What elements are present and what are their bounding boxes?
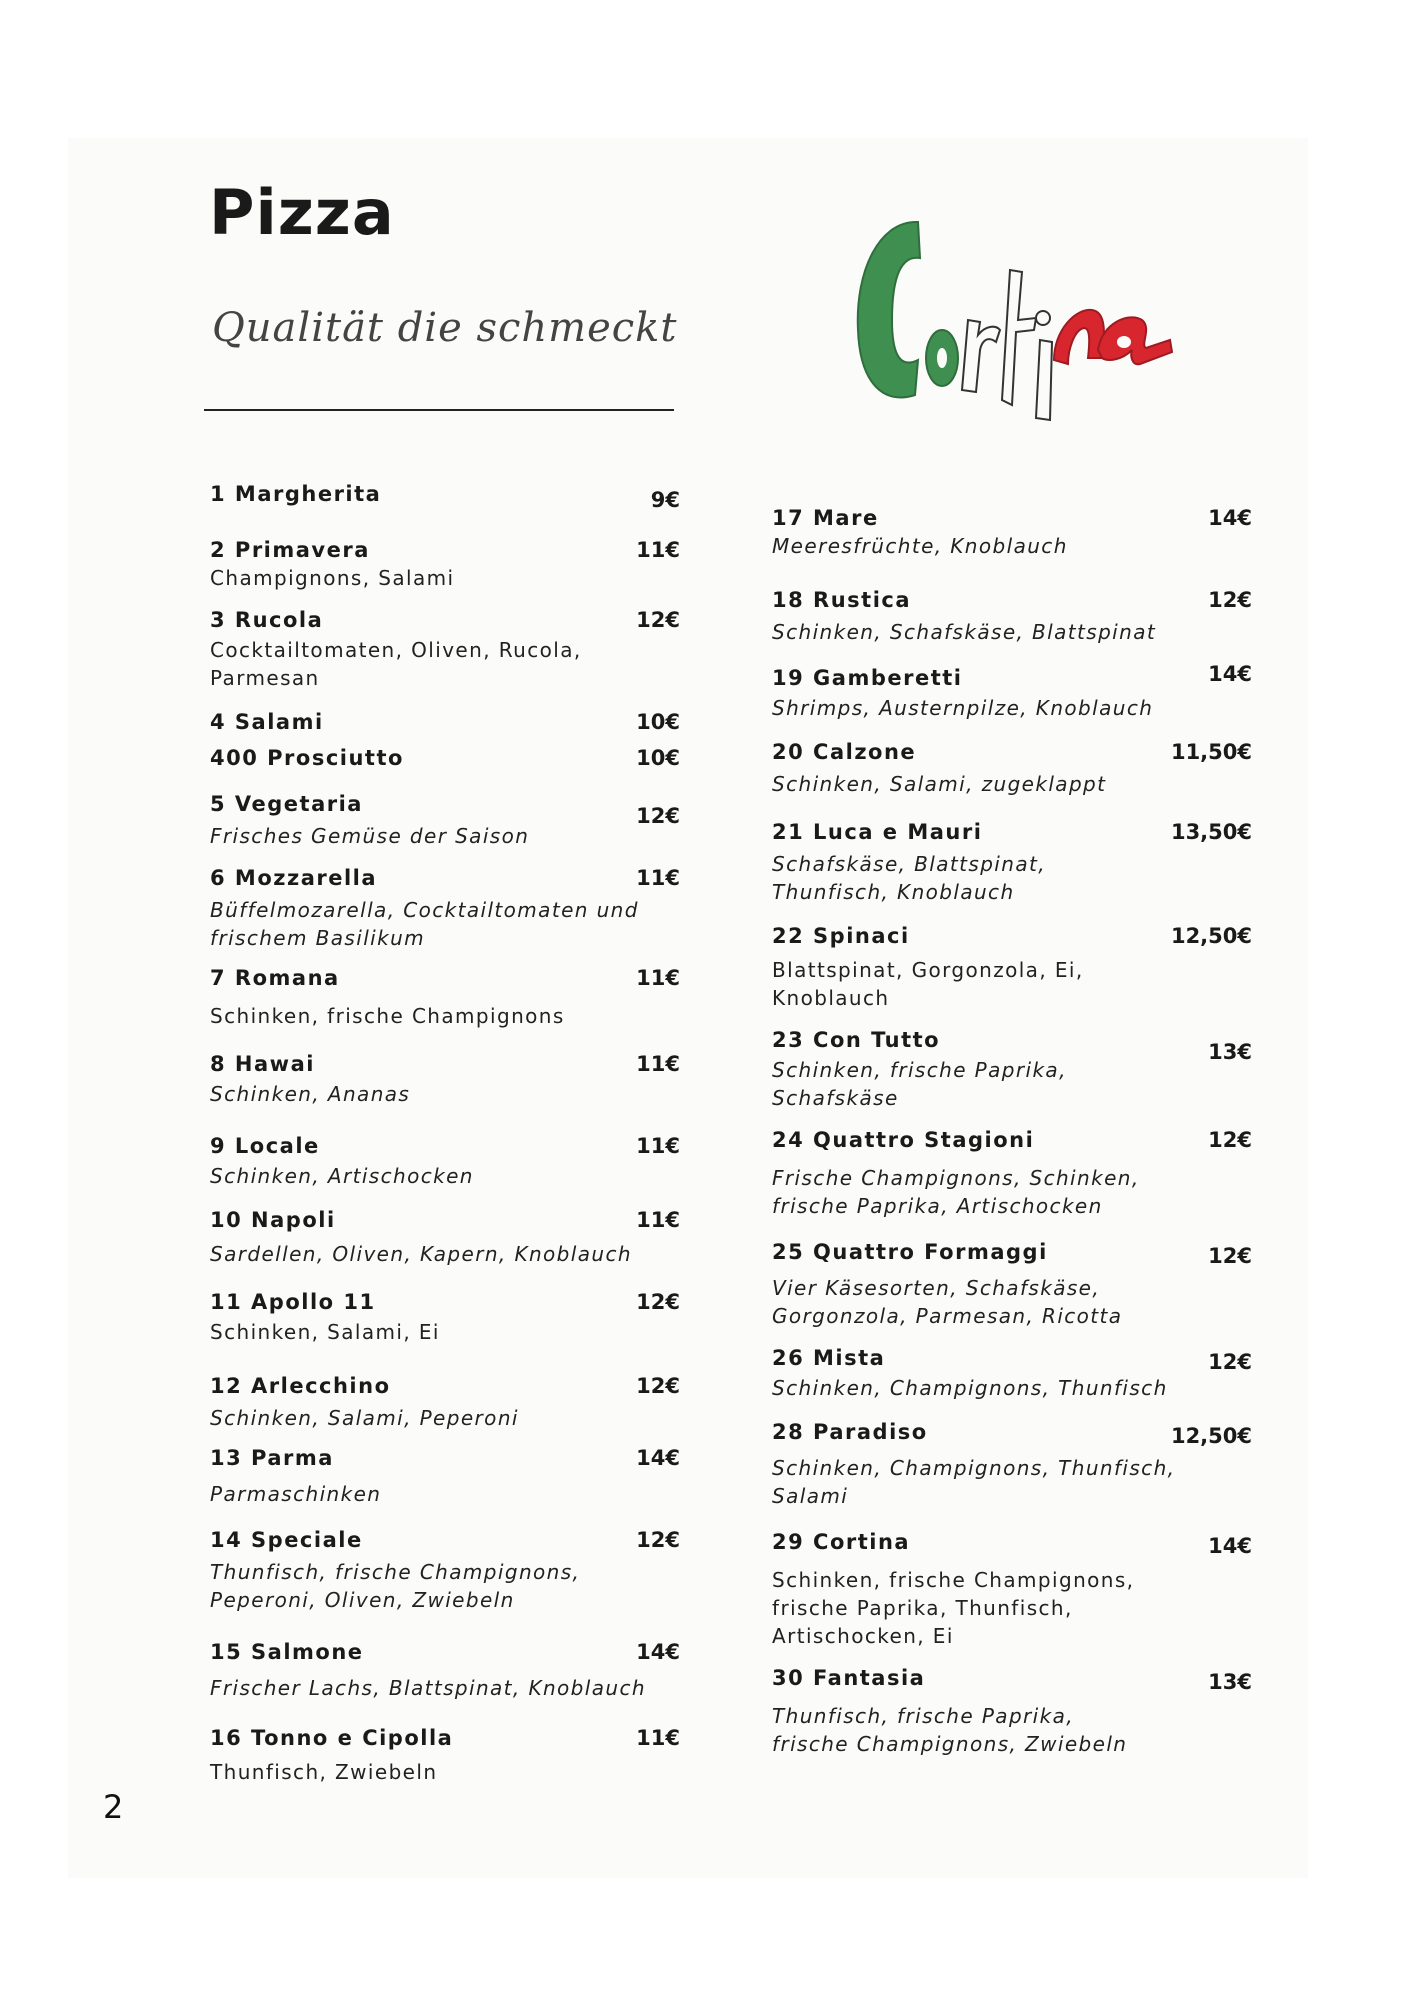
item-description: Champignons, Salami (210, 566, 455, 590)
item-description: Meeresfrüchte, Knoblauch (772, 534, 1068, 558)
item-name: 20 Calzone (772, 740, 917, 764)
item-price: 14€ (1208, 662, 1252, 686)
item-price: 12€ (636, 1374, 680, 1398)
item-price: 12€ (1208, 1128, 1252, 1152)
item-price: 11€ (636, 538, 680, 562)
item-price: 10€ (636, 710, 680, 734)
menu-item (772, 1530, 1252, 1648)
item-name: 2 Primavera (210, 538, 370, 562)
item-price: 11,50€ (1170, 740, 1252, 764)
item-name: 12 Arlecchino (210, 1374, 391, 1398)
item-description: Peperoni, Oliven, Zwiebeln (210, 1588, 515, 1612)
menu-item (210, 538, 680, 590)
item-price: 12€ (636, 608, 680, 632)
item-name: 29 Cortina (772, 1530, 911, 1554)
item-name: 21 Luca e Mauri (772, 820, 983, 844)
item-description: Shrimps, Austernpilze, Knoblauch (772, 696, 1154, 720)
menu-item (772, 1346, 1252, 1400)
item-description: Schinken, Ananas (210, 1082, 411, 1106)
item-price: 11€ (636, 1052, 680, 1076)
item-description: Vier Käsesorten, Schafskäse, (772, 1276, 1101, 1300)
menu-item (210, 792, 680, 848)
item-description: Thunfisch, frische Paprika, (772, 1704, 1075, 1728)
menu-item (210, 1134, 680, 1188)
item-description: Schinken, Champignons, Thunfisch (772, 1376, 1168, 1400)
menu-item (772, 820, 1252, 904)
menu-item (772, 506, 1252, 558)
menu-item (210, 1208, 680, 1266)
item-description: Schinken, Salami, zugeklappt (772, 772, 1107, 796)
item-name: 24 Quattro Stagioni (772, 1128, 1035, 1152)
item-name: 10 Napoli (210, 1208, 336, 1232)
menu-item (772, 1028, 1252, 1110)
menu-item (210, 1052, 680, 1106)
item-description: Thunfisch, Zwiebeln (210, 1760, 438, 1784)
item-name: 15 Salmone (210, 1640, 364, 1664)
item-name: 22 Spinaci (772, 924, 910, 948)
item-description: Artischocken, Ei (772, 1624, 954, 1648)
item-description: Frisches Gemüse der Saison (210, 824, 530, 848)
item-name: 8 Hawai (210, 1052, 315, 1076)
item-description: Schinken, Champignons, Thunfisch, (772, 1456, 1176, 1480)
item-name: 13 Parma (210, 1446, 334, 1470)
item-description: Frische Champignons, Schinken, (772, 1166, 1140, 1190)
item-price: 14€ (1208, 506, 1252, 530)
menu-item (772, 1666, 1252, 1756)
item-name: 1 Margherita (210, 482, 382, 506)
item-name: 17 Mare (772, 506, 879, 530)
item-name: 26 Mista (772, 1346, 886, 1370)
menu-item (772, 1128, 1252, 1218)
item-description: frische Paprika, Artischocken (772, 1194, 1103, 1218)
item-name: 11 Apollo 11 (210, 1290, 376, 1314)
item-price: 13€ (1208, 1040, 1252, 1064)
item-price: 14€ (1208, 1534, 1252, 1558)
item-price: 12€ (636, 1290, 680, 1314)
menu-item (210, 966, 680, 1028)
item-price: 12€ (1208, 1244, 1252, 1268)
item-price: 12,50€ (1170, 1424, 1252, 1448)
menu-item (210, 1528, 680, 1612)
menu-item (772, 662, 1252, 720)
item-description: Parmaschinken (210, 1482, 382, 1506)
item-name: 6 Mozzarella (210, 866, 378, 890)
menu-item (210, 608, 680, 690)
tagline: Qualität die schmeckt (212, 305, 678, 351)
item-name: 7 Romana (210, 966, 340, 990)
item-price: 13,50€ (1170, 820, 1252, 844)
menu-item (210, 866, 680, 950)
menu-item (772, 924, 1252, 1010)
item-price: 13€ (1208, 1670, 1252, 1694)
item-description: Schinken, Salami, Ei (210, 1320, 440, 1344)
menu-item (210, 482, 680, 512)
item-price: 12€ (1208, 1350, 1252, 1374)
page-title: Pizza (209, 176, 395, 249)
item-description: Schafskäse (772, 1086, 899, 1110)
item-description: Thunfisch, Knoblauch (772, 880, 1015, 904)
item-price: 12€ (1208, 588, 1252, 612)
item-description: Blattspinat, Gorgonzola, Ei, (772, 958, 1084, 982)
item-description: Parmesan (210, 666, 320, 690)
item-price: 14€ (636, 1640, 680, 1664)
menu-item (210, 1290, 680, 1344)
item-price: 12€ (636, 1528, 680, 1552)
menu-item (210, 1446, 680, 1506)
menu-item (772, 1240, 1252, 1328)
menu-item (772, 740, 1252, 796)
item-description: Schinken, frische Champignons (210, 1004, 565, 1028)
item-description: Knoblauch (772, 986, 890, 1010)
item-description: Salami (772, 1484, 849, 1508)
item-description: frische Champignons, Zwiebeln (772, 1732, 1128, 1756)
item-name: 4 Salami (210, 710, 324, 734)
item-description: Schinken, Salami, Peperoni (210, 1406, 519, 1430)
item-name: 18 Rustica (772, 588, 912, 612)
menu-item (210, 1640, 680, 1700)
item-description: Schafskäse, Blattspinat, (772, 852, 1046, 876)
cortina-logo (840, 200, 1180, 430)
item-name: 30 Fantasia (772, 1666, 926, 1690)
item-name: 3 Rucola (210, 608, 324, 632)
item-name: 5 Vegetaria (210, 792, 363, 816)
item-price: 11€ (636, 966, 680, 990)
menu-item (210, 1374, 680, 1430)
item-price: 11€ (636, 1726, 680, 1750)
item-price: 11€ (636, 1208, 680, 1232)
item-name: 23 Con Tutto (772, 1028, 941, 1052)
item-description: Schinken, Schafskäse, Blattspinat (772, 620, 1157, 644)
item-name: 28 Paradiso (772, 1420, 928, 1444)
item-price: 11€ (636, 1134, 680, 1158)
item-price: 12€ (636, 804, 680, 828)
item-name: 400 Prosciutto (210, 746, 404, 770)
item-description: Schinken, frische Paprika, (772, 1058, 1067, 1082)
item-description: Schinken, Artischocken (210, 1164, 474, 1188)
item-description: Frischer Lachs, Blattspinat, Knoblauch (210, 1676, 646, 1700)
item-description: frische Paprika, Thunfisch, (772, 1596, 1073, 1620)
menu-item (772, 588, 1252, 644)
item-name: 14 Speciale (210, 1528, 363, 1552)
item-description: Gorgonzola, Parmesan, Ricotta (772, 1304, 1123, 1328)
item-description: Sardellen, Oliven, Kapern, Knoblauch (210, 1242, 632, 1266)
item-price: 9€ (650, 488, 680, 512)
item-name: 19 Gamberetti (772, 666, 963, 690)
item-description: Thunfisch, frische Champignons, (210, 1560, 581, 1584)
item-description: frischem Basilikum (210, 926, 426, 950)
item-description: Schinken, frische Champignons, (772, 1568, 1135, 1592)
page-number: 2 (103, 1788, 124, 1826)
menu-item (210, 746, 680, 776)
item-name: 16 Tonno e Cipolla (210, 1726, 454, 1750)
item-price: 10€ (636, 746, 680, 770)
menu-item (210, 1726, 680, 1784)
item-description: Cocktailtomaten, Oliven, Rucola, (210, 638, 582, 662)
item-price: 11€ (636, 866, 680, 890)
menu-item (210, 710, 680, 740)
item-name: 25 Quattro Formaggi (772, 1240, 1048, 1264)
item-price: 14€ (636, 1446, 680, 1470)
header-divider (204, 409, 674, 411)
item-name: 9 Locale (210, 1134, 320, 1158)
item-description: Büffelmozarella, Cocktailtomaten und (210, 898, 639, 922)
item-price: 12,50€ (1170, 924, 1252, 948)
menu-item (772, 1420, 1252, 1508)
